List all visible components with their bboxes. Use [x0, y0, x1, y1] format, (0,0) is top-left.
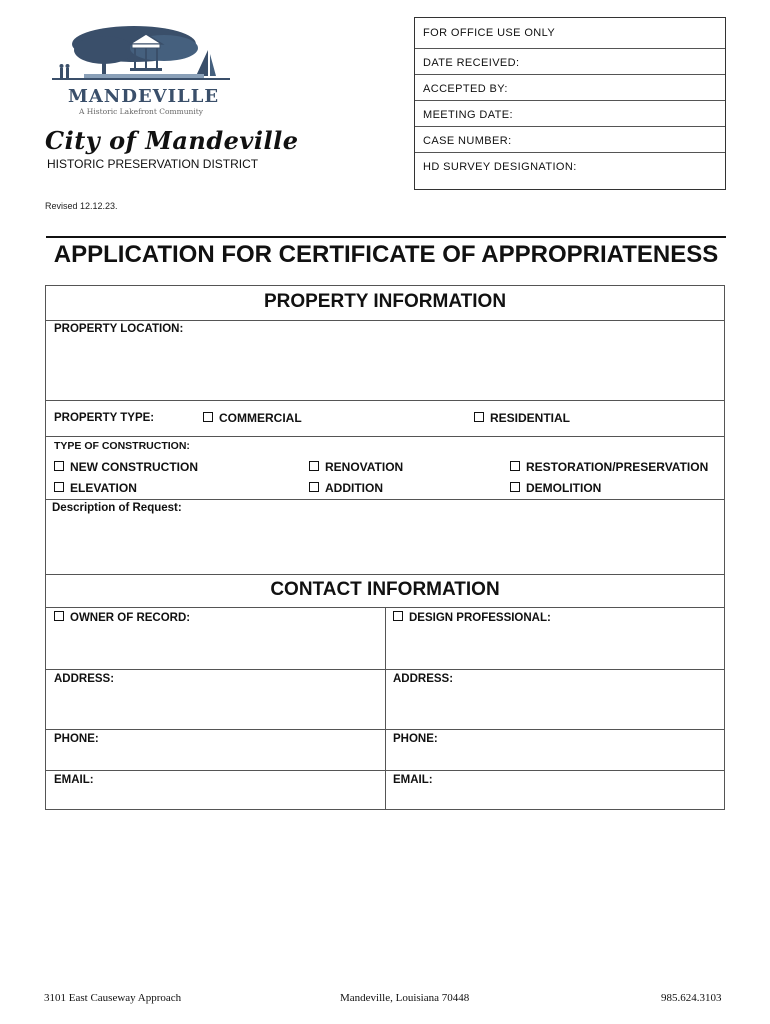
checkbox-icon	[393, 611, 403, 621]
description-of-request-field[interactable]	[46, 516, 724, 574]
office-use-title: FOR OFFICE USE ONLY	[415, 18, 725, 49]
title-rule	[46, 236, 726, 238]
residential-label: RESIDENTIAL	[490, 411, 571, 425]
description-of-request-label: Description of Request:	[52, 502, 182, 514]
type-of-construction-label: TYPE OF CONSTRUCTION:	[54, 440, 190, 452]
designer-phone-label[interactable]: PHONE:	[393, 733, 438, 745]
divider	[46, 499, 724, 500]
property-information-heading: PROPERTY INFORMATION	[263, 291, 507, 312]
owner-address-label[interactable]: ADDRESS:	[54, 673, 115, 685]
renovation-label: RENOVATION	[325, 460, 404, 474]
divider	[46, 729, 724, 730]
elevation-label: ELEVATION	[70, 481, 137, 495]
designer-address-label[interactable]: ADDRESS:	[393, 673, 454, 685]
checkbox-icon	[309, 461, 319, 471]
residential-checkbox[interactable]	[474, 411, 570, 425]
checkbox-icon	[474, 412, 484, 422]
design-professional-checkbox[interactable]	[393, 611, 551, 624]
divider	[46, 320, 724, 321]
divider	[46, 436, 724, 437]
demolition-label: DEMOLITION	[526, 481, 602, 495]
property-type-label: PROPERTY TYPE:	[54, 412, 155, 424]
office-use-box	[414, 17, 726, 190]
property-location-label: PROPERTY LOCATION:	[54, 323, 184, 335]
demolition-checkbox[interactable]	[510, 481, 601, 495]
checkbox-icon	[309, 482, 319, 492]
checkbox-icon	[54, 611, 64, 621]
divider	[46, 770, 724, 771]
checkbox-icon	[510, 461, 520, 471]
footer-phone: 985.624.3103	[661, 992, 722, 1004]
date-received-field[interactable]: DATE RECEIVED:	[415, 49, 725, 75]
elevation-checkbox[interactable]	[54, 481, 137, 495]
owner-email-label[interactable]: EMAIL:	[54, 774, 94, 786]
owner-of-record-checkbox[interactable]	[54, 611, 190, 624]
addition-checkbox[interactable]	[309, 481, 383, 495]
new-construction-checkbox[interactable]	[54, 460, 198, 474]
checkbox-icon	[54, 461, 64, 471]
revised-date: Revised 12.12.23.	[45, 201, 118, 211]
divider	[46, 400, 724, 401]
footer-city: Mandeville, Louisiana 70448	[340, 992, 470, 1004]
property-location-field[interactable]	[46, 334, 724, 400]
checkbox-icon	[203, 412, 213, 422]
logo-wordmark: MANDEVILLE	[68, 86, 220, 107]
hd-survey-field[interactable]: HD SURVEY DESIGNATION:	[423, 161, 577, 173]
logo-tagline: A Historic Lakefront Community	[79, 107, 204, 116]
checkbox-icon	[510, 482, 520, 492]
renovation-checkbox[interactable]	[309, 460, 403, 474]
district-label: HISTORIC PRESERVATION DISTRICT	[47, 157, 259, 171]
contact-information-heading: CONTACT INFORMATION	[270, 579, 500, 600]
meeting-date-field[interactable]: MEETING DATE:	[415, 101, 725, 127]
footer-address: 3101 East Causeway Approach	[44, 992, 182, 1004]
new-construction-label: NEW CONSTRUCTION	[70, 460, 198, 474]
divider	[46, 669, 724, 670]
owner-phone-label[interactable]: PHONE:	[54, 733, 99, 745]
form-title: APPLICATION FOR CERTIFICATE OF APPROPRIATENESS	[53, 241, 719, 268]
restoration-preservation-checkbox[interactable]	[510, 460, 708, 474]
application-form	[45, 285, 725, 810]
divider	[46, 574, 724, 575]
city-title: City of Mandeville	[45, 126, 299, 155]
checkbox-icon	[54, 482, 64, 492]
restoration-preservation-label: RESTORATION/PRESERVATION	[526, 460, 709, 474]
commercial-checkbox[interactable]	[203, 411, 302, 425]
design-professional-label: DESIGN PROFESSIONAL:	[409, 612, 551, 624]
designer-email-label[interactable]: EMAIL:	[393, 774, 433, 786]
accepted-by-field[interactable]: ACCEPTED BY:	[415, 75, 725, 101]
commercial-label: COMMERCIAL	[219, 411, 302, 425]
column-divider	[385, 607, 386, 810]
owner-of-record-label: OWNER OF RECORD:	[70, 612, 191, 624]
addition-label: ADDITION	[325, 481, 383, 495]
case-number-field[interactable]: CASE NUMBER:	[415, 127, 725, 153]
